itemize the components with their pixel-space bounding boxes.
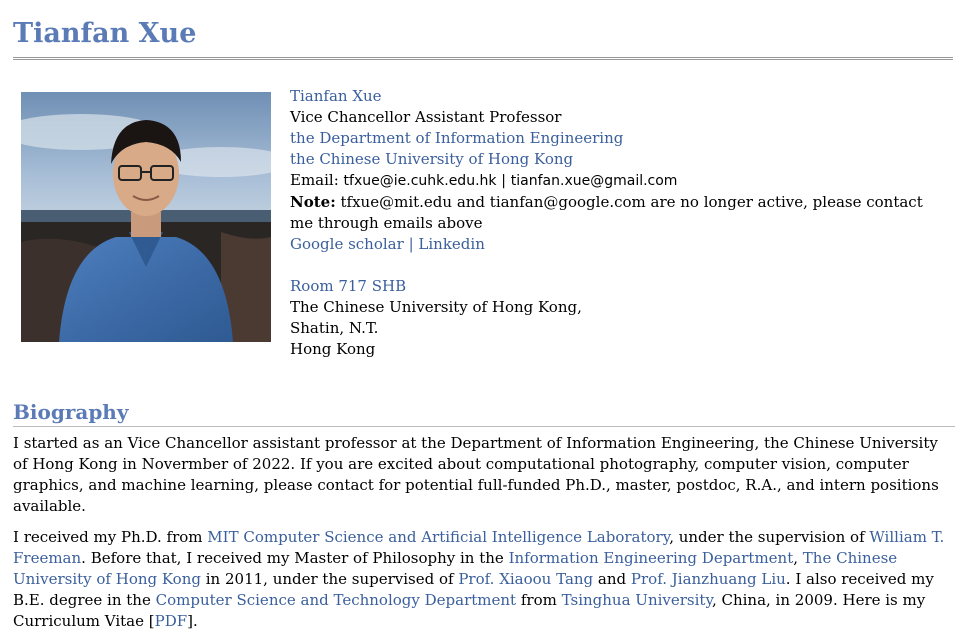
mit-csail-link[interactable]: MIT Computer Science and Artificial Intelligence Laboratory: [207, 528, 670, 546]
biography-heading: Biography: [13, 400, 129, 424]
cs-department-link[interactable]: Computer Science and Technology Department: [155, 591, 517, 609]
freeman-link[interactable]: William T. Freeman: [13, 528, 945, 567]
cv-pdf-link[interactable]: PDF: [154, 612, 188, 630]
title-divider: [13, 57, 953, 60]
bio-text: from: [516, 591, 562, 609]
bio-text: and: [593, 570, 631, 588]
bio-text: ].: [187, 612, 198, 630]
university-link[interactable]: the Chinese University of Hong Kong: [290, 150, 574, 168]
cuhk-link[interactable]: The Chinese University of Hong Kong: [13, 549, 898, 588]
ie-department-link[interactable]: Information Engineering Department: [508, 549, 794, 567]
note-text: tfxue@mit.edu and tianfan@google.com are no longer active, please contact me through emails above: [290, 193, 923, 232]
biography-paragraph-1: I started as an Vice Chancellor assistant professor at the Department of Information Engineering, the Chinese University of Hong Kong in Novermber of 2022. If you are excited about computational photography, computer vision, computer graphics, and machine learning, please contact for potential full-funded Ph.D., master, postdoc, R.A., and intern positions available.: [13, 434, 939, 515]
bio-text: . Before that, I received my Master of Philosophy in the: [81, 549, 509, 567]
google-scholar-link[interactable]: Google scholar: [290, 235, 404, 253]
links-separator: |: [408, 235, 414, 253]
bio-text: in 2011, under the supervised of: [200, 570, 459, 588]
address-line-3: Hong Kong: [290, 340, 376, 358]
email-primary: tfxue@ie.cuhk.edu.hk: [343, 173, 497, 189]
tsinghua-link[interactable]: Tsinghua University: [561, 591, 712, 609]
profile-photo: [21, 92, 271, 342]
note-label: Note:: [290, 193, 336, 211]
linkedin-link[interactable]: Linkedin: [418, 235, 485, 253]
address-line-2: Shatin, N.T.: [290, 319, 379, 337]
bio-text: , China, in 2009. Here is my Curriculum Vitae [: [13, 591, 926, 630]
bio-text: ,: [793, 549, 803, 567]
jianzhuang-liu-link[interactable]: Prof. Jianzhuang Liu: [630, 570, 786, 588]
room-link[interactable]: Room 717 SHB: [290, 277, 407, 295]
position-title: Vice Chancellor Assistant Professor: [290, 108, 562, 126]
department-link[interactable]: the Department of Information Engineering: [290, 129, 624, 147]
email-secondary: tianfan.xue@gmail.com: [510, 173, 678, 189]
biography-paragraph-2: [13, 527, 955, 632]
address-line-1: The Chinese University of Hong Kong,: [290, 298, 582, 316]
bio-text: I received my Ph.D. from: [13, 528, 208, 546]
bio-text: . I also received my B.E. degree in the: [13, 570, 934, 609]
biography-section: [13, 433, 955, 642]
xiaoou-tang-link[interactable]: Prof. Xiaoou Tang: [458, 570, 594, 588]
page-title: Tianfan Xue: [13, 18, 197, 49]
contact-info: [290, 86, 930, 360]
biography-divider: [13, 426, 955, 427]
email-label: Email:: [290, 171, 339, 189]
bio-text: , under the supervision of: [669, 528, 870, 546]
name-link[interactable]: Tianfan Xue: [290, 87, 382, 105]
email-separator: |: [501, 173, 506, 189]
